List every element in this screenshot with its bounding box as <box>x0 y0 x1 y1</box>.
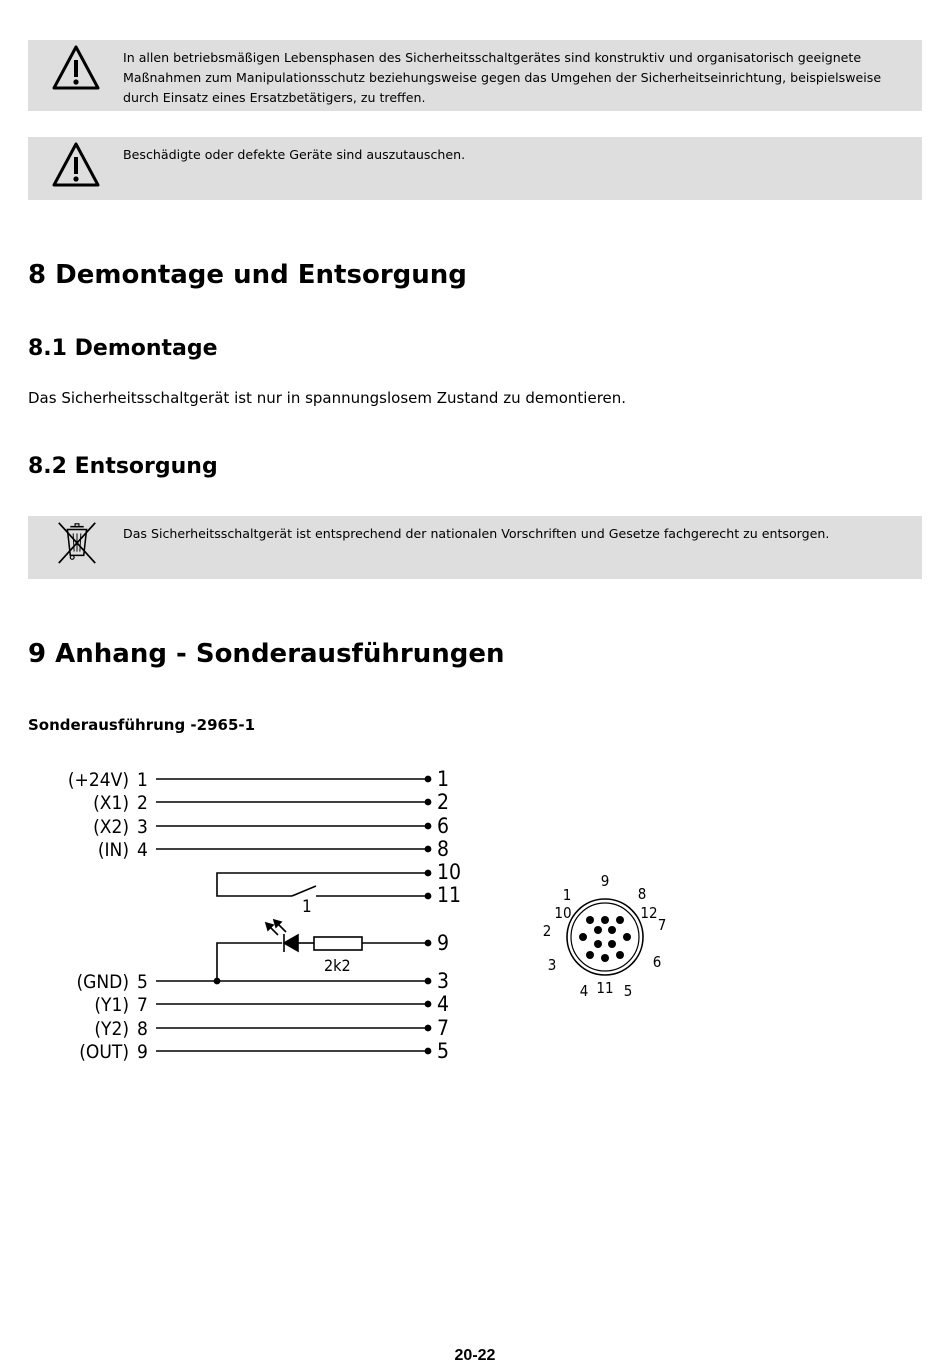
wire-signal-label: (X1) <box>93 792 129 814</box>
notice-text: In allen betriebsmäßigen Lebensphasen des Sicherheitsschaltgerätes sind konstruktiv und organisatorisch geeignete Maßnahmen zum Manipulationsschutz beziehungsweise gegen das Umgehen der Sicherheitseinrichtung, beispielsweise durch Einsatz eines Ersatzbetätigers, zu treffen. <box>123 50 882 105</box>
connector-pin-label: 10 <box>554 904 572 922</box>
connector-pin-dot <box>623 933 631 941</box>
wire-terminal-dot <box>425 823 430 828</box>
connector-pin-label: 11 <box>596 979 614 997</box>
wire-terminal-dot <box>425 1025 430 1030</box>
warning-triangle-icon <box>52 44 100 92</box>
led-resistor-branch <box>214 937 430 984</box>
connector-pin-labels <box>543 872 667 1000</box>
connector-pin-dot <box>601 916 609 924</box>
wire-right-pin: 4 <box>437 992 450 1016</box>
connector-pin-label: 5 <box>623 982 633 1000</box>
wire-signal-label: (GND) <box>76 971 129 993</box>
connector-pin-dot <box>616 916 624 924</box>
wire-signal-label: (X2) <box>93 816 129 838</box>
connector-pin-label: 8 <box>637 885 647 903</box>
warning-triangle-icon <box>52 141 100 189</box>
contact-pin-10: 10 <box>437 860 462 884</box>
connector-pin-label: 3 <box>547 956 557 974</box>
wire-terminal-dot <box>425 846 430 851</box>
connector-pin-label: 9 <box>600 872 610 890</box>
wire-right-pin: 8 <box>437 837 450 861</box>
connector-pin-label: 1 <box>562 886 572 904</box>
connector-pin-dot <box>608 940 616 948</box>
connector-pin-dot <box>601 954 609 962</box>
wire-right-pin: 3 <box>437 969 450 993</box>
connector-pins <box>579 916 631 962</box>
wire-left-pin: 4 <box>137 839 148 861</box>
connector-pin-dot <box>594 926 602 934</box>
wire-signal-label: (OUT) <box>79 1041 129 1063</box>
dismount-instruction: Das Sicherheitsschaltgerät ist nur in spannungslosem Zustand zu demontieren. <box>28 389 627 407</box>
wire-terminal-dot <box>425 776 430 781</box>
variant-heading: Sonderausführung -2965-1 <box>28 716 256 734</box>
contact-pin-11: 11 <box>437 883 462 907</box>
wire-signal-label: (IN) <box>97 839 129 861</box>
connector-pinout <box>530 866 680 1006</box>
connector-pin-label: 6 <box>652 953 662 971</box>
wire-terminal-dot <box>425 1048 430 1053</box>
page-number: 20-22 <box>454 1347 496 1364</box>
section-9-heading: 9 Anhang - Sonderausführungen <box>28 639 505 669</box>
wire-left-pin: 5 <box>137 971 148 993</box>
safety-notice-manipulation <box>28 40 922 111</box>
connector-pin-label: 12 <box>640 904 658 922</box>
section-8-2-heading: 8.2 Entsorgung <box>28 454 218 479</box>
connector-pin-label: 4 <box>579 982 589 1000</box>
wiring-rows <box>68 767 449 1063</box>
wire-left-pin: 3 <box>137 816 148 838</box>
wire-signal-label: (+24V) <box>67 769 129 791</box>
switch-contact <box>217 870 431 898</box>
resistor-label: 2k2 <box>324 956 351 975</box>
led-pin: 9 <box>437 931 450 955</box>
connector-pin-dot <box>594 940 602 948</box>
wire-terminal-dot <box>425 1001 430 1006</box>
wire-right-pin: 6 <box>437 814 450 838</box>
notice-text: Das Sicherheitsschaltgerät ist entsprechend der nationalen Vorschriften und Gesetze fachgerecht zu entsorgen. <box>123 526 830 541</box>
connector-pin-dot <box>586 951 594 959</box>
connector-pin-dot <box>579 933 587 941</box>
connector-pin-dot <box>586 916 594 924</box>
wire-left-pin: 7 <box>137 994 148 1016</box>
safety-notice-defective-devices <box>28 137 922 200</box>
crossed-out-wheelie-bin-icon <box>54 519 100 565</box>
connector-pin-label: 7 <box>657 916 667 934</box>
section-8-heading: 8 Demontage und Entsorgung <box>28 260 467 290</box>
notice-text: Beschädigte oder defekte Geräte sind auszutauschen. <box>123 147 466 162</box>
connector-pin-dot <box>616 951 624 959</box>
connector-pin-dot <box>608 926 616 934</box>
contact-label: 1 <box>302 897 312 917</box>
wire-signal-label: (Y2) <box>94 1018 129 1040</box>
section-8-1-heading: 8.1 Demontage <box>28 336 218 361</box>
wire-terminal-dot <box>425 978 430 983</box>
wire-terminal-dot <box>425 799 430 804</box>
wire-left-pin: 2 <box>137 792 148 814</box>
wire-left-pin: 1 <box>137 769 148 791</box>
wiring-diagram <box>60 762 480 1072</box>
wire-right-pin: 5 <box>437 1039 450 1063</box>
led-diode-icon <box>266 920 298 952</box>
wire-right-pin: 2 <box>437 790 450 814</box>
disposal-notice <box>28 516 922 579</box>
wire-left-pin: 9 <box>137 1041 148 1063</box>
connector-pin-label: 2 <box>542 922 552 940</box>
wire-signal-label: (Y1) <box>94 994 129 1016</box>
wire-right-pin: 1 <box>437 767 450 791</box>
wire-left-pin: 8 <box>137 1018 148 1040</box>
wire-right-pin: 7 <box>437 1016 450 1040</box>
